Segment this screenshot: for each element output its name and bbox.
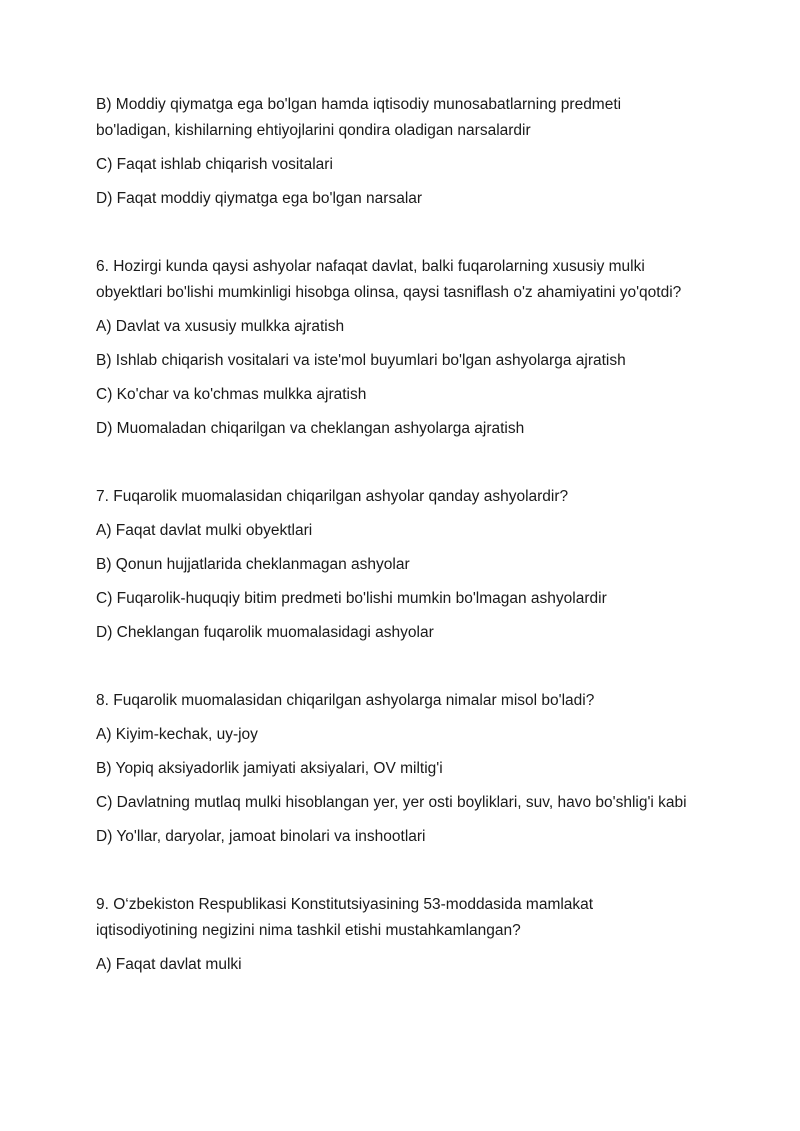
question-block-8 [96,688,696,850]
option-5-b: B) Moddiy qiymatga ega bo'lgan hamda iqtisodiy munosabatlarning predmeti bo'ladigan, kishilarning ehtiyojlarini qondira oladigan narsalardir [96,96,622,139]
question-block-6 [96,254,696,442]
option-6-d: D) Muomaladan chiqarilgan va cheklangan ashyolarga ajratish [96,420,525,437]
option-7-c: C) Fuqarolik-huquqiy bitim predmeti bo'lishi mumkin bo'lmagan ashyolardir [96,590,607,607]
option-8-d: D) Yo'llar, daryolar, jamoat binolari va inshootlari [96,828,426,845]
document-page [96,92,696,986]
option-7-a: A) Faqat davlat mulki obyektlari [96,522,313,539]
option-8-a: A) Kiyim-kechak, uy-joy [96,726,258,743]
question-block-9 [96,892,696,978]
spacer [96,858,696,892]
option-5-d: D) Faqat moddiy qiymatga ega bo'lgan narsalar [96,190,423,207]
option-8-b: B) Yopiq aksiyadorlik jamiyati aksiyalari, OV miltig'i [96,760,443,777]
question-block-5 [96,92,696,212]
question-8-text: 8. Fuqarolik muomalasidan chiqarilgan ashyolarga nimalar misol bo'ladi? [96,692,595,709]
option-6-c: C) Ko'char va ko'chmas mulkka ajratish [96,386,367,403]
option-7-b: B) Qonun hujjatlarida cheklanmagan ashyolar [96,556,410,573]
option-6-b: B) Ishlab chiqarish vositalari va iste'mol buyumlari bo'lgan ashyolarga ajratish [96,352,626,369]
question-6-text: 6. Hozirgi kunda qaysi ashyolar nafaqat davlat, balki fuqarolarning xususiy mulki obyektlari bo'lishi mumkinligi hisobga olinsa, qaysi tasniflash o'z ahamiyatini yo'qotdi? [96,258,682,301]
option-7-d: D) Cheklangan fuqarolik muomalasidagi ashyolar [96,624,434,641]
question-7-text: 7. Fuqarolik muomalasidan chiqarilgan ashyolar qanday ashyolardir? [96,488,569,505]
spacer [96,450,696,484]
question-block-7 [96,484,696,646]
option-8-c: C) Davlatning mutlaq mulki hisoblangan yer, yer osti boyliklari, suv, havo bo'shlig'i kabi [96,794,687,811]
option-5-c: C) Faqat ishlab chiqarish vositalari [96,156,333,173]
question-9-text: 9. O‘zbekiston Respublikasi Konstitutsiyasining 53-moddasida mamlakat iqtisodiyotining negizini nima tashkil etishi mustahkamlangan? [96,896,594,939]
option-6-a: A) Davlat va xususiy mulkka ajratish [96,318,345,335]
spacer [96,220,696,254]
option-9-a: A) Faqat davlat mulki [96,956,242,973]
spacer [96,654,696,688]
